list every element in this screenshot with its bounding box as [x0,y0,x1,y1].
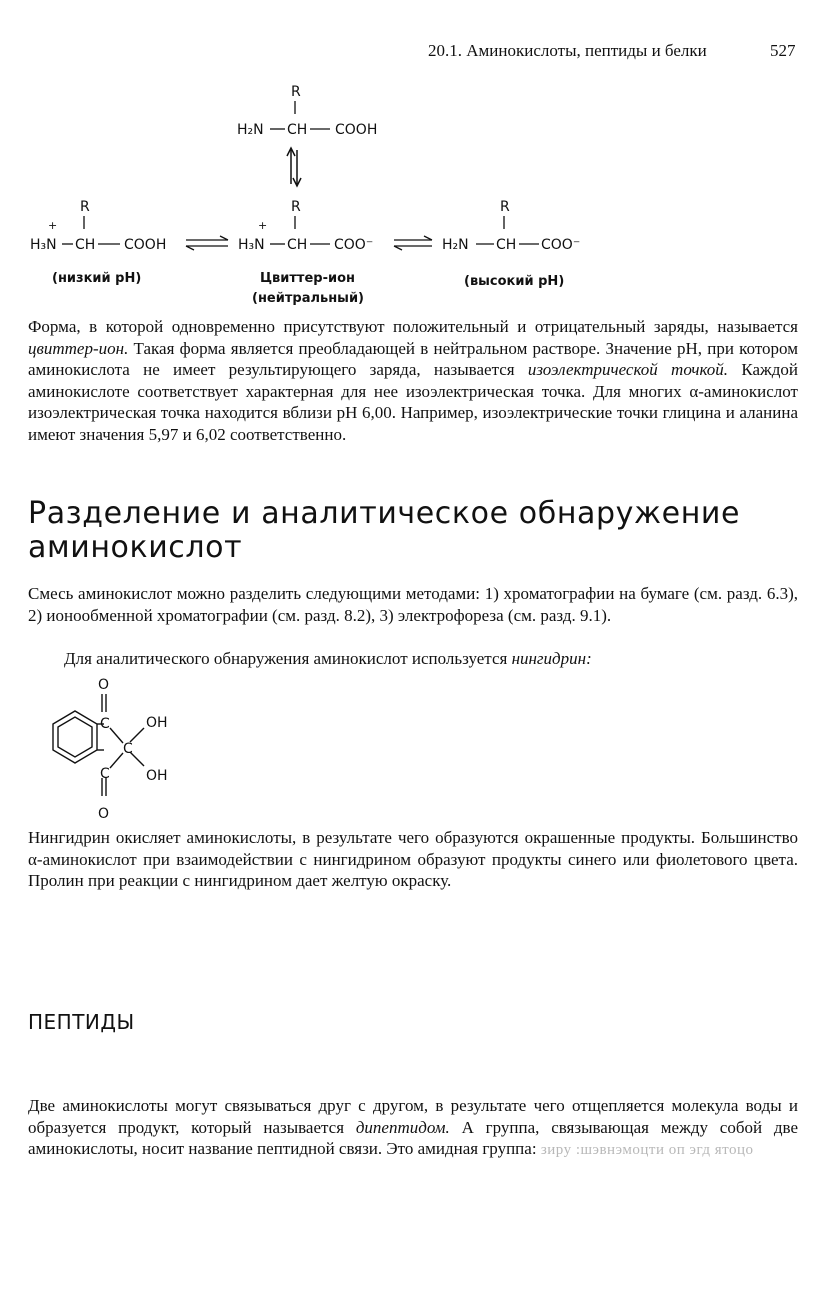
r-group-top: R [291,84,301,100]
ninhydrin-o-bottom: O [98,806,110,822]
label-low-ph: (низкий pH) [52,271,142,286]
term-isoelectric-point: изоэлектрической точкой. [527,360,729,379]
intro-paragraph: Форма, в которой одновременно присутствуют положительный и отрицательный заряды, называется цвиттер-ион. Такая форма является преобладающей в нейтральном растворе. Значение pH, при котором аминокислота не имеет результирующего заряда, называется изоэлектрической точкой. Каждой аминокислоте соответствует характерная для нее изоэлектрическая точка. Для многих α-аминокислот изоэлектрическая точка находится вблизи pH 6,00. Например, изоэлектрические точки глицина и аланина имеют значения 5,97 и 6,02 соответственно. [28,317,798,444]
vertical-equilibrium-arrow [287,148,301,186]
ninhydrin-oh-bottom: OH [146,768,168,784]
equilibrium-arrow-1 [186,236,228,250]
ch-top: CH [287,122,308,138]
detection-paragraph: Для аналитического обнаружения аминокислот используется нингидрин: [64,649,592,668]
term-ninhydrin: нингидрин: [511,649,592,668]
coo-middle: COO⁻ [334,237,374,253]
plus-charge-middle: + [258,219,268,232]
ch-left: CH [75,237,96,253]
r-group-left: R [80,199,90,215]
label-neutral: (нейтральный) [252,291,364,306]
page-number: 527 [770,41,796,60]
term-zwitterion: цвиттер-ион. [28,338,129,358]
section-heading: Разделение и аналитическое обнаружение аминокислот [28,496,741,565]
running-header: 20.1. Аминокислоты, пептиды и белки [428,41,707,60]
h3n-middle: H₃N [238,237,265,253]
term-dipeptide: дипептидом. [355,1117,450,1137]
coo-right: COO⁻ [541,237,581,253]
benzene-ring [53,711,97,763]
h2n-right: H₂N [442,237,469,253]
ninhydrin-o-top: O [98,677,110,693]
peptides-heading: ПЕПТИДЫ [28,1010,135,1034]
r-group-middle: R [291,199,301,215]
label-high-ph: (высокий pH) [464,274,565,289]
cooh-top: COOH [335,122,378,138]
separation-paragraph: Смесь аминокислот можно разделить следующими методами: 1) хроматографии на бумаге (см. разд. 6.3), 2) ионообменной хроматографии (см. разд. 8.2), 3) электрофореза (см. разд. 9.1). [28,584,798,625]
plus-charge-left: + [48,219,58,232]
peptides-paragraph: Две аминокислоты могут связываться друг с другом, в результате чего отщепляется молекула воды и образуется продукт, который называется дипептидом. А группа, связывающая между собой две аминокислоты, носит название пептидной связи. Это амидная группа: зиру :шэвнэмоцти оп эгд ятоцо [28,1096,798,1158]
ninhydrin-oh-top: OH [146,715,168,731]
ch-middle: CH [287,237,308,253]
cooh-left: COOH [124,237,167,253]
ch-right: CH [496,237,517,253]
ninhydrin-structure [20,672,220,822]
r-group-right: R [500,199,510,215]
bleed-through-text: зиру :шэвнэмоцти оп эгд ятоцо [540,1142,754,1158]
ninhydrin-c-top: C [100,716,110,732]
ninhydrin-c-bottom: C [100,766,110,782]
ninhydrin-c-center: C [123,741,133,757]
ninhydrin-paragraph: Нингидрин окисляет аминокислоты, в результате чего образуются окрашенные продукты. Большинство α-аминокислот при взаимодействии с нингидрином образуют продукты синего или фиолетового цвета. Пролин при реакции с нингидрином дает желтую окраску. [28,828,798,890]
label-zwitterion: Цвиттер-ион [260,271,356,286]
benzene-inner-ring [58,717,92,757]
equilibrium-arrow-2 [394,236,432,250]
h3n-left: H₃N [30,237,57,253]
h2n-top: H₂N [237,122,264,138]
ionization-scheme [0,80,816,310]
